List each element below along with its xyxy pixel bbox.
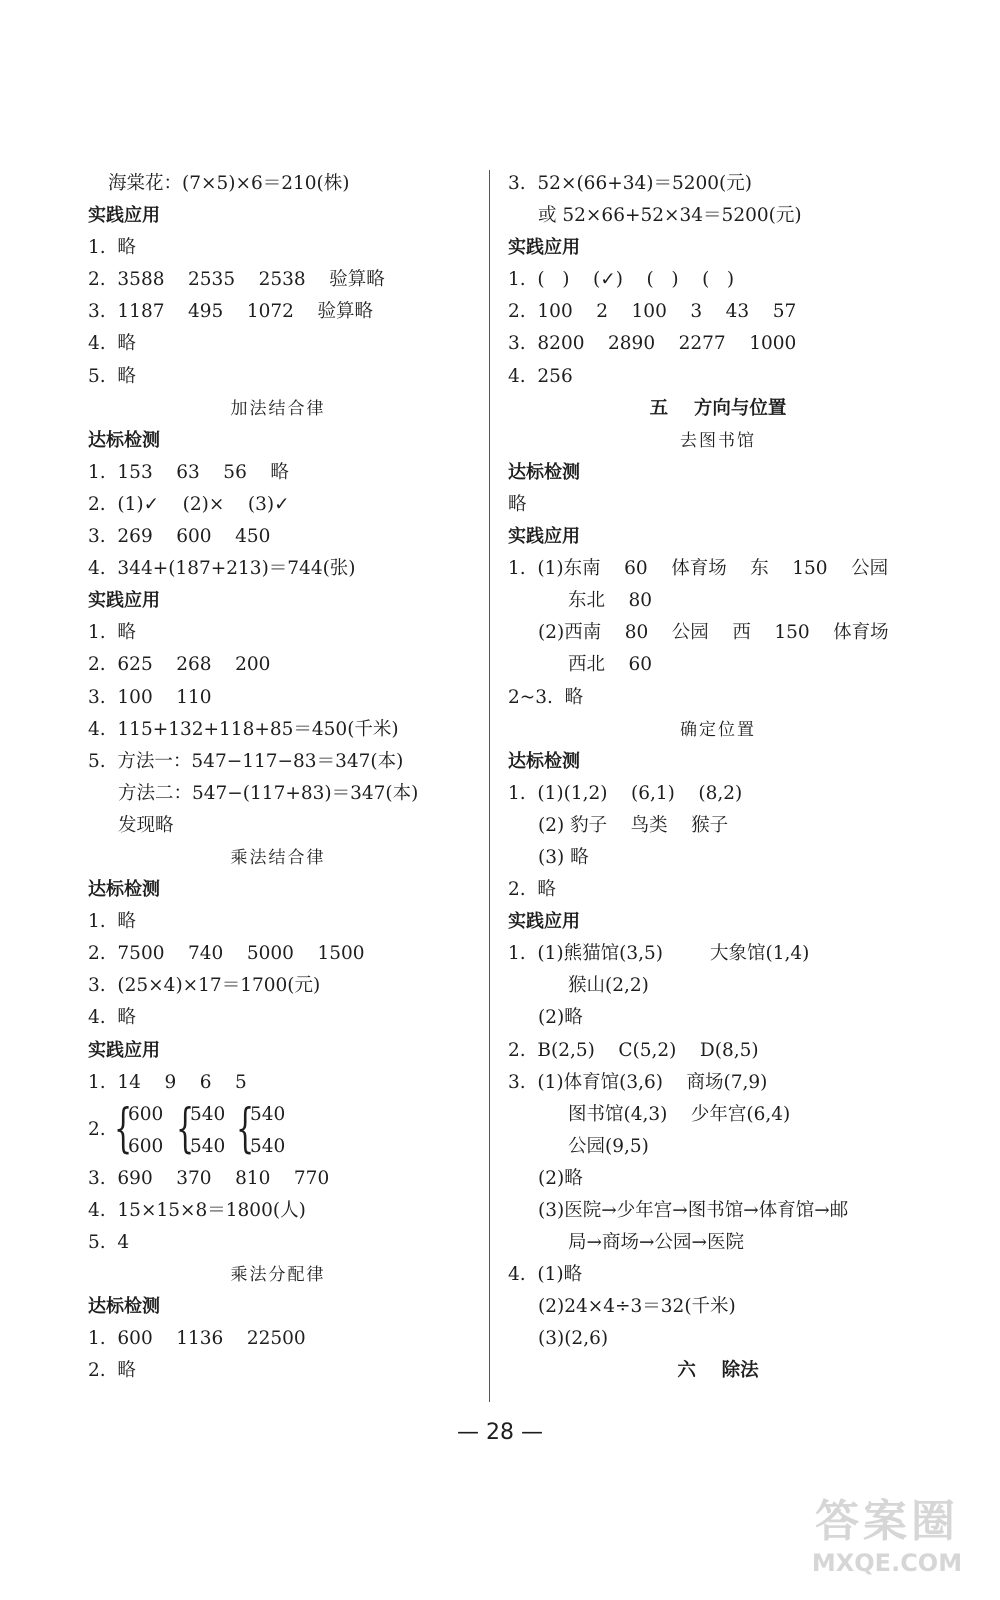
- answer-line: 局→商场→公园→医院: [568, 1232, 745, 1254]
- brace-value: 540: [250, 1135, 286, 1157]
- answer-line: 西北 60: [568, 654, 653, 676]
- answer-line: 3. (25×4)×17＝1700(元): [88, 975, 321, 997]
- answer-line: 2. 3588 2535 2538 验算略: [88, 269, 385, 291]
- brace-answer-item: 2. { 600 600 { 540 540 { 540 540: [88, 1099, 468, 1163]
- section-heading: 达标检测: [508, 461, 580, 483]
- answer-line: 4. 略: [88, 333, 136, 355]
- answer-line: 2. 625 268 200: [88, 654, 271, 676]
- answer-line: 3. 1187 495 1072 验算略: [88, 301, 373, 323]
- left-answers-part2: [88, 1163, 468, 1388]
- section-heading: 实践应用: [88, 590, 160, 612]
- section-heading: 实践应用: [508, 237, 580, 259]
- answer-line: 5. 4: [88, 1231, 130, 1253]
- answer-line: (2)24×4÷3＝32(千米): [538, 1296, 736, 1318]
- answer-line: 1. 600 1136 22500: [88, 1328, 306, 1350]
- answer-line: 3. 269 600 450: [88, 526, 271, 548]
- answer-line: 2. 略: [88, 1360, 136, 1382]
- answer-line: 2. (1)✓ (2)× (3)✓: [88, 493, 290, 515]
- answer-line: (2)略: [538, 1007, 583, 1029]
- section-heading: 实践应用: [508, 526, 580, 548]
- answer-line: 3. (1)体育馆(3,6) 商场(7,9): [508, 1071, 768, 1093]
- lesson-title: 乘法分配律: [230, 1265, 326, 1285]
- answer-line: 猴山(2,2): [568, 975, 649, 997]
- watermark-logo: [802, 1494, 972, 1584]
- answer-line: 发现略: [118, 814, 174, 836]
- answer-line: 公园(9,5): [568, 1135, 649, 1157]
- answer-line: 3. 8200 2890 2277 1000: [508, 333, 797, 355]
- answer-line: (3) 略: [538, 846, 589, 868]
- answer-line: 4. 256: [508, 365, 573, 387]
- answer-line: 4. 344+(187+213)＝744(张): [88, 558, 356, 580]
- answer-line: 4. 115+132+118+85＝450(千米): [88, 718, 399, 740]
- answer-line: (2) 豹子 鸟类 猴子: [538, 814, 729, 836]
- lesson-title: 去图书馆: [680, 430, 756, 451]
- brace-item-number: 2.: [88, 1118, 106, 1140]
- answer-line: 方法二：547−(117+83)＝347(本): [118, 782, 419, 804]
- answer-line: 1. (1)东南 60 体育场 东 150 公园: [508, 558, 889, 580]
- section-heading: 达标检测: [88, 879, 160, 901]
- answer-line: 4. 15×15×8＝1800(人): [88, 1199, 306, 1221]
- section-heading: 实践应用: [88, 1039, 160, 1061]
- right-column: [508, 168, 928, 1388]
- answer-line: 海棠花：(7×5)×6＝210(株): [108, 173, 350, 194]
- brace-value: 600: [128, 1135, 164, 1157]
- answer-line: 图书馆(4,3) 少年宫(6,4): [568, 1103, 791, 1125]
- watermark-url: MXQE.COM: [811, 1549, 963, 1577]
- section-heading: 实践应用: [88, 205, 160, 227]
- answer-line: 5. 略: [88, 365, 136, 387]
- unit-title: 五 方向与位置: [649, 397, 787, 419]
- answer-line: 4. (1)略: [508, 1264, 583, 1286]
- section-heading: 达标检测: [508, 750, 580, 772]
- answer-line: 1. 略: [88, 237, 136, 259]
- answer-line: 2. 略: [508, 879, 556, 901]
- section-heading: 实践应用: [508, 911, 580, 933]
- unit-title: 六 除法: [677, 1360, 759, 1382]
- answer-line: 1. 14 9 6 5: [88, 1071, 247, 1093]
- answer-line: 3. 690 370 810 770: [88, 1167, 330, 1189]
- brace-value: 540: [250, 1103, 286, 1125]
- answer-line: 3. 100 110: [88, 686, 212, 708]
- answer-line: 1. (1)(1,2) (6,1) (8,2): [508, 782, 743, 804]
- answer-line: 或 52×66+52×34＝5200(元): [538, 205, 802, 227]
- answer-line: 1. ( ) (✓) ( ) ( ): [508, 269, 735, 291]
- left-answers-part1: [88, 168, 468, 1099]
- answer-line: 2. 7500 740 5000 1500: [88, 943, 365, 965]
- lesson-title: 乘法结合律: [230, 847, 326, 868]
- page-number: — 28 —: [457, 1420, 543, 1445]
- right-answers: [508, 168, 928, 1388]
- answer-line: (2)西南 80 公园 西 150 体育场: [538, 622, 889, 644]
- answer-line: 东北 80: [568, 590, 653, 612]
- lesson-title: 确定位置: [680, 719, 756, 740]
- answer-line: 1. 略: [88, 622, 136, 644]
- answer-line: (2)略: [538, 1167, 583, 1189]
- watermark-text: 答案圈: [815, 1496, 959, 1547]
- answer-line: 2. B(2,5) C(5,2) D(8,5): [508, 1039, 759, 1061]
- brace-value: 540: [190, 1135, 226, 1157]
- column-divider: [489, 170, 490, 1402]
- answer-line: 3. 52×(66+34)＝5200(元): [508, 173, 752, 194]
- brace-value: 600: [128, 1103, 164, 1125]
- answer-line: (3)(2,6): [538, 1328, 609, 1350]
- answer-line: 4. 略: [88, 1007, 136, 1029]
- answer-line: 2~3. 略: [508, 686, 584, 708]
- answer-line: 略: [508, 493, 527, 515]
- brace-value: 540: [190, 1103, 226, 1125]
- answer-line: 1. 153 63 56 略: [88, 461, 289, 483]
- left-column: [88, 168, 468, 1387]
- answer-line: (3)医院→少年宫→图书馆→体育馆→邮: [538, 1200, 849, 1221]
- answer-line: 2. 100 2 100 3 43 57: [508, 301, 797, 323]
- answer-line: 1. (1)熊猫馆(3,5) 大象馆(1,4): [508, 943, 810, 965]
- answer-line: 1. 略: [88, 911, 136, 933]
- section-heading: 达标检测: [88, 429, 160, 451]
- answer-line: 5. 方法一：547−117−83＝347(本): [88, 750, 404, 772]
- lesson-title: 加法结合律: [230, 398, 326, 419]
- section-heading: 达标检测: [88, 1296, 160, 1318]
